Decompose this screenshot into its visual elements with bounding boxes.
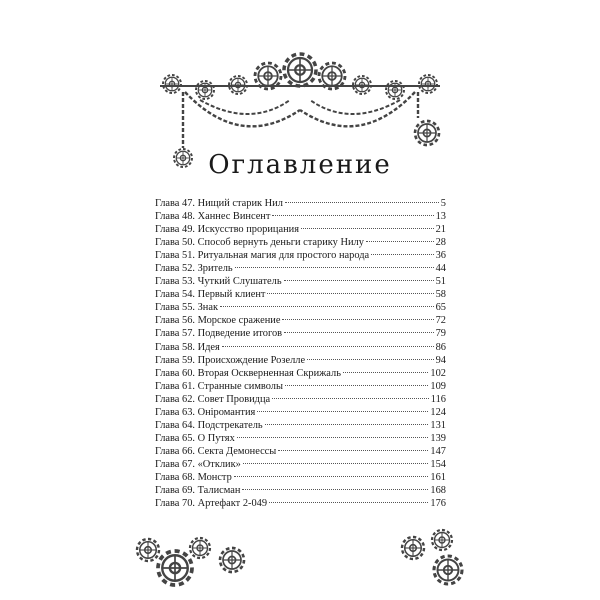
dot-leader bbox=[257, 411, 428, 412]
toc-entry-title: Глава 65. О Путях bbox=[155, 432, 235, 444]
toc-entry bbox=[155, 275, 446, 288]
toc-entry-title: Глава 57. Подведение итогов bbox=[155, 328, 283, 340]
toc-entry-page: 176 bbox=[430, 498, 446, 510]
dot-leader bbox=[285, 202, 439, 203]
dot-leader bbox=[272, 398, 429, 399]
gear-icon bbox=[255, 63, 281, 89]
toc-entry bbox=[155, 458, 446, 471]
toc-entry-page: 131 bbox=[430, 419, 446, 431]
gear-icon bbox=[386, 81, 404, 99]
dot-leader bbox=[282, 319, 433, 320]
page-title: Оглавление bbox=[208, 150, 392, 180]
gear-icon bbox=[353, 76, 371, 94]
toc-entry-page: 51 bbox=[435, 276, 446, 288]
toc-entry-page: 21 bbox=[435, 224, 446, 236]
toc-entry-title: Глава 69. Талисман bbox=[155, 485, 241, 497]
toc-entry-page: 72 bbox=[435, 315, 446, 327]
dot-leader bbox=[265, 424, 429, 425]
gear-icon bbox=[402, 537, 424, 559]
gear-icon bbox=[196, 81, 214, 99]
toc-entry-title: Глава 62. Совет Провидца bbox=[155, 393, 271, 405]
gear-icon bbox=[415, 121, 439, 145]
toc-entry bbox=[155, 380, 446, 393]
toc-entry-page: 154 bbox=[430, 458, 446, 470]
gear-icon bbox=[163, 75, 181, 93]
gear-icon bbox=[319, 63, 345, 89]
toc-entry-title: Глава 48. Ханнес Винсент bbox=[155, 211, 271, 223]
toc-entry bbox=[155, 341, 446, 354]
toc-entry bbox=[155, 301, 446, 314]
toc-entry bbox=[155, 393, 446, 406]
toc-entry-title: Глава 59. Происхождение Розелле bbox=[155, 354, 306, 366]
toc-entry-title: Глава 47. Нищий старик Нил bbox=[155, 198, 283, 209]
dot-leader bbox=[343, 372, 428, 373]
toc-entry-page: 109 bbox=[430, 380, 446, 392]
toc-entry-page: 116 bbox=[430, 393, 446, 405]
toc-entry bbox=[155, 471, 446, 484]
table-of-contents bbox=[155, 197, 446, 510]
toc-entry-title: Глава 68. Монстр bbox=[155, 471, 232, 483]
toc-entry-title: Глава 64. Подстрекатель bbox=[155, 419, 263, 431]
dot-leader bbox=[222, 346, 434, 347]
toc-entry-title: Глава 51. Ритуальная магия для простого народа bbox=[155, 250, 370, 262]
toc-entry-title: Глава 63. Онiромантия bbox=[155, 406, 256, 418]
toc-entry-page: 65 bbox=[435, 302, 446, 314]
toc-entry-page: 36 bbox=[435, 250, 446, 262]
toc-entry-title: Глава 49. Искусство прорицания bbox=[155, 224, 299, 236]
gear-icon bbox=[190, 538, 210, 558]
gear-icon bbox=[229, 76, 247, 94]
dot-leader bbox=[284, 332, 434, 333]
toc-entry bbox=[155, 327, 446, 340]
dot-leader bbox=[371, 254, 434, 255]
dot-leader bbox=[366, 241, 434, 242]
dot-leader bbox=[234, 476, 429, 477]
toc-entry-title: Глава 55. Знак bbox=[155, 302, 219, 314]
toc-entry bbox=[155, 262, 446, 275]
dot-leader bbox=[278, 450, 428, 451]
toc-entry bbox=[155, 419, 446, 432]
toc-entry-page: 5 bbox=[440, 198, 446, 209]
toc-entry-title: Глава 66. Секта Демонессы bbox=[155, 445, 277, 457]
toc-entry-title: Глава 67. «Отклик» bbox=[155, 458, 241, 470]
dot-leader bbox=[307, 359, 434, 360]
toc-entry-page: 13 bbox=[435, 211, 446, 223]
toc-entry bbox=[155, 406, 446, 419]
toc-entry-page: 139 bbox=[430, 432, 446, 444]
toc-entry bbox=[155, 249, 446, 262]
toc-entry-page: 28 bbox=[435, 237, 446, 249]
toc-entry-page: 94 bbox=[435, 354, 446, 366]
toc-entry-page: 102 bbox=[430, 367, 446, 379]
toc-entry-page: 44 bbox=[435, 263, 446, 275]
dot-leader bbox=[272, 215, 433, 216]
toc-entry-page: 86 bbox=[435, 341, 446, 353]
gear-icon bbox=[419, 75, 437, 93]
toc-entry-page: 147 bbox=[430, 445, 446, 457]
toc-entry bbox=[155, 314, 446, 327]
gear-icon bbox=[137, 539, 159, 561]
toc-entry bbox=[155, 354, 446, 367]
toc-entry-title: Глава 70. Артефакт 2-049 bbox=[155, 498, 268, 510]
toc-entry-title: Глава 60. Вторая Оскверненная Скрижаль bbox=[155, 367, 341, 379]
toc-entry-title: Глава 54. Первый клиент bbox=[155, 289, 266, 301]
toc-entry bbox=[155, 223, 446, 236]
dot-leader bbox=[220, 306, 434, 307]
dot-leader bbox=[237, 437, 429, 438]
toc-entry-title: Глава 61. Странные символы bbox=[155, 380, 283, 392]
gear-icon bbox=[432, 530, 452, 550]
toc-entry-page: 168 bbox=[430, 485, 446, 497]
dot-leader bbox=[301, 228, 434, 229]
toc-entry bbox=[155, 445, 446, 458]
gear-icon bbox=[220, 548, 244, 572]
dot-leader bbox=[235, 267, 434, 268]
gear-icon bbox=[434, 556, 462, 584]
toc-entry bbox=[155, 484, 446, 497]
toc-entry bbox=[155, 367, 446, 380]
dot-leader bbox=[267, 293, 433, 294]
toc-entry bbox=[155, 288, 446, 301]
toc-entry-title: Глава 50. Способ вернуть деньги старику Нилу bbox=[155, 237, 364, 249]
dot-leader bbox=[243, 463, 429, 464]
toc-entry-title: Глава 56. Морское сражение bbox=[155, 315, 281, 327]
dot-leader bbox=[285, 385, 428, 386]
toc-entry bbox=[155, 197, 446, 210]
toc-entry bbox=[155, 210, 446, 223]
toc-entry bbox=[155, 432, 446, 445]
toc-entry-page: 79 bbox=[435, 328, 446, 340]
toc-entry bbox=[155, 236, 446, 249]
gear-icon bbox=[284, 54, 316, 86]
toc-entry-title: Глава 52. Зритель bbox=[155, 263, 233, 275]
dot-leader bbox=[242, 489, 428, 490]
toc-entry-page: 124 bbox=[430, 406, 446, 418]
gear-icon bbox=[158, 551, 192, 585]
toc-entry-page: 161 bbox=[430, 471, 446, 483]
dot-leader bbox=[284, 280, 434, 281]
toc-entry-page: 58 bbox=[435, 289, 446, 301]
toc-entry-title: Глава 58. Идея bbox=[155, 341, 220, 353]
toc-entry-title: Глава 53. Чуткий Слушатель bbox=[155, 276, 282, 288]
bottom-gear-ornament bbox=[0, 500, 600, 600]
